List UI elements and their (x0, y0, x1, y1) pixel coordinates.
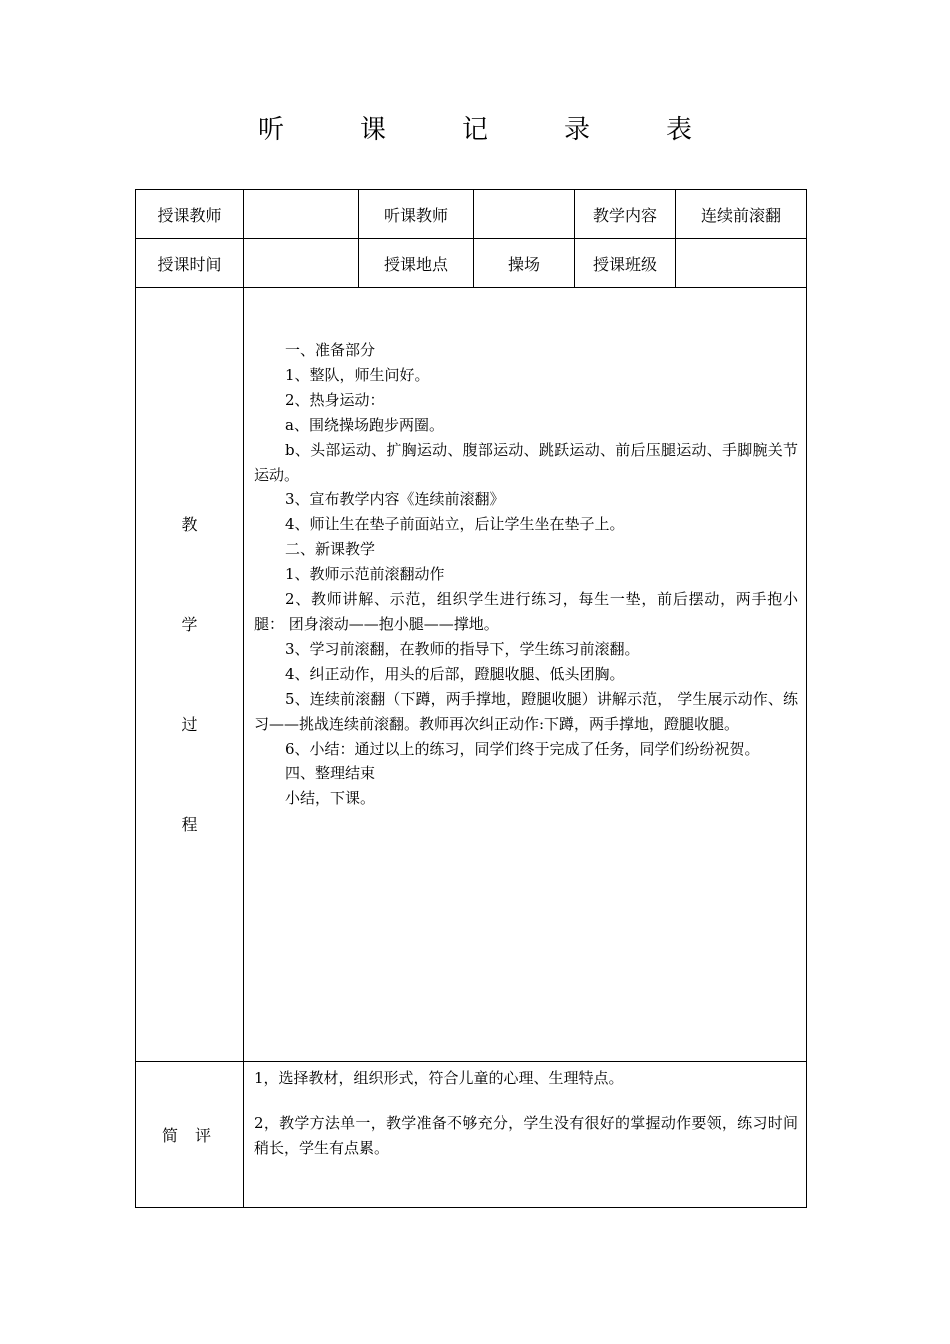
observer-value (474, 190, 575, 239)
teacher-label: 授课教师 (136, 190, 244, 239)
class-value (676, 239, 807, 288)
process-line: 1、整队，师生问好。 (285, 365, 430, 384)
place-value: 操场 (474, 239, 575, 288)
process-label (136, 288, 244, 1062)
process-content (244, 288, 807, 1062)
process-line: a、围绕操场跑步两圈。 (285, 415, 444, 434)
header-row-1 (136, 190, 807, 239)
content-label: 教学内容 (575, 190, 676, 239)
title-char: 录 (564, 115, 591, 145)
process-line: 2、教师讲解、示范，组织学生进行练习，每生一垫，前后摆动，两手抱小腿： 团身滚动——抱小腿——撑地。 (254, 590, 798, 633)
process-line: 小结，下课。 (285, 789, 376, 808)
process-row (136, 288, 807, 1062)
process-line: 4、纠正动作，用头的后部，蹬腿收腿、低头团胸。 (285, 664, 625, 683)
process-label-char: 学 (181, 614, 198, 634)
review-label: 简 评 (136, 1062, 244, 1208)
process-line: 6、小结：通过以上的练习，同学们终于完成了任务，同学们纷纷祝贺。 (285, 739, 760, 758)
time-value (244, 239, 359, 288)
record-table (135, 189, 807, 1208)
title-char: 课 (359, 115, 386, 145)
review-content (244, 1062, 807, 1208)
process-label-char: 过 (181, 714, 198, 734)
teacher-value (244, 190, 359, 239)
process-line: 4、师让生在垫子前面站立，后让学生坐在垫子上。 (285, 515, 625, 534)
content-value: 连续前滚翻 (676, 190, 807, 239)
header-row-2 (136, 239, 807, 288)
place-label: 授课地点 (359, 239, 474, 288)
process-line: 3、学习前滚翻，在教师的指导下，学生练习前滚翻。 (285, 639, 640, 658)
process-line: 2、热身运动： (285, 390, 385, 409)
review-line: 1，选择教材，组织形式，符合儿童的心理、生理特点。 (254, 1069, 624, 1087)
process-line: 四、整理结束 (285, 764, 376, 783)
review-row (136, 1062, 807, 1208)
time-label: 授课时间 (136, 239, 244, 288)
process-label-char: 教 (181, 514, 198, 534)
title-char: 听 (257, 115, 284, 145)
process-line: 二、新课教学 (285, 540, 376, 559)
process-line: 5、连续前滚翻（下蹲，两手撑地，蹬腿收腿）讲解示范， 学生展示动作、练习——挑战连续前滚翻。教师再次纠正动作:下蹲，两手撑地，蹬腿收腿。 (254, 689, 798, 733)
class-label: 授课班级 (575, 239, 676, 288)
title-char: 表 (666, 115, 693, 145)
page-title (0, 112, 950, 148)
process-label-char: 程 (181, 814, 198, 834)
review-line: 2，教学方法单一，教学准备不够充分，学生没有很好的掌握动作要领，练习时间稍长，学生有点累。 (254, 1114, 798, 1157)
title-char: 记 (461, 115, 488, 145)
process-line: 3、宣布教学内容《连续前滚翻》 (285, 490, 505, 509)
process-line: b、头部运动、扩胸运动、腹部运动、跳跃运动、前后压腿运动、手脚腕关节运动。 (254, 440, 798, 484)
process-line: 1、教师示范前滚翻动作 (285, 565, 445, 584)
process-line: 一、准备部分 (285, 341, 376, 359)
observer-label: 听课教师 (359, 190, 474, 239)
